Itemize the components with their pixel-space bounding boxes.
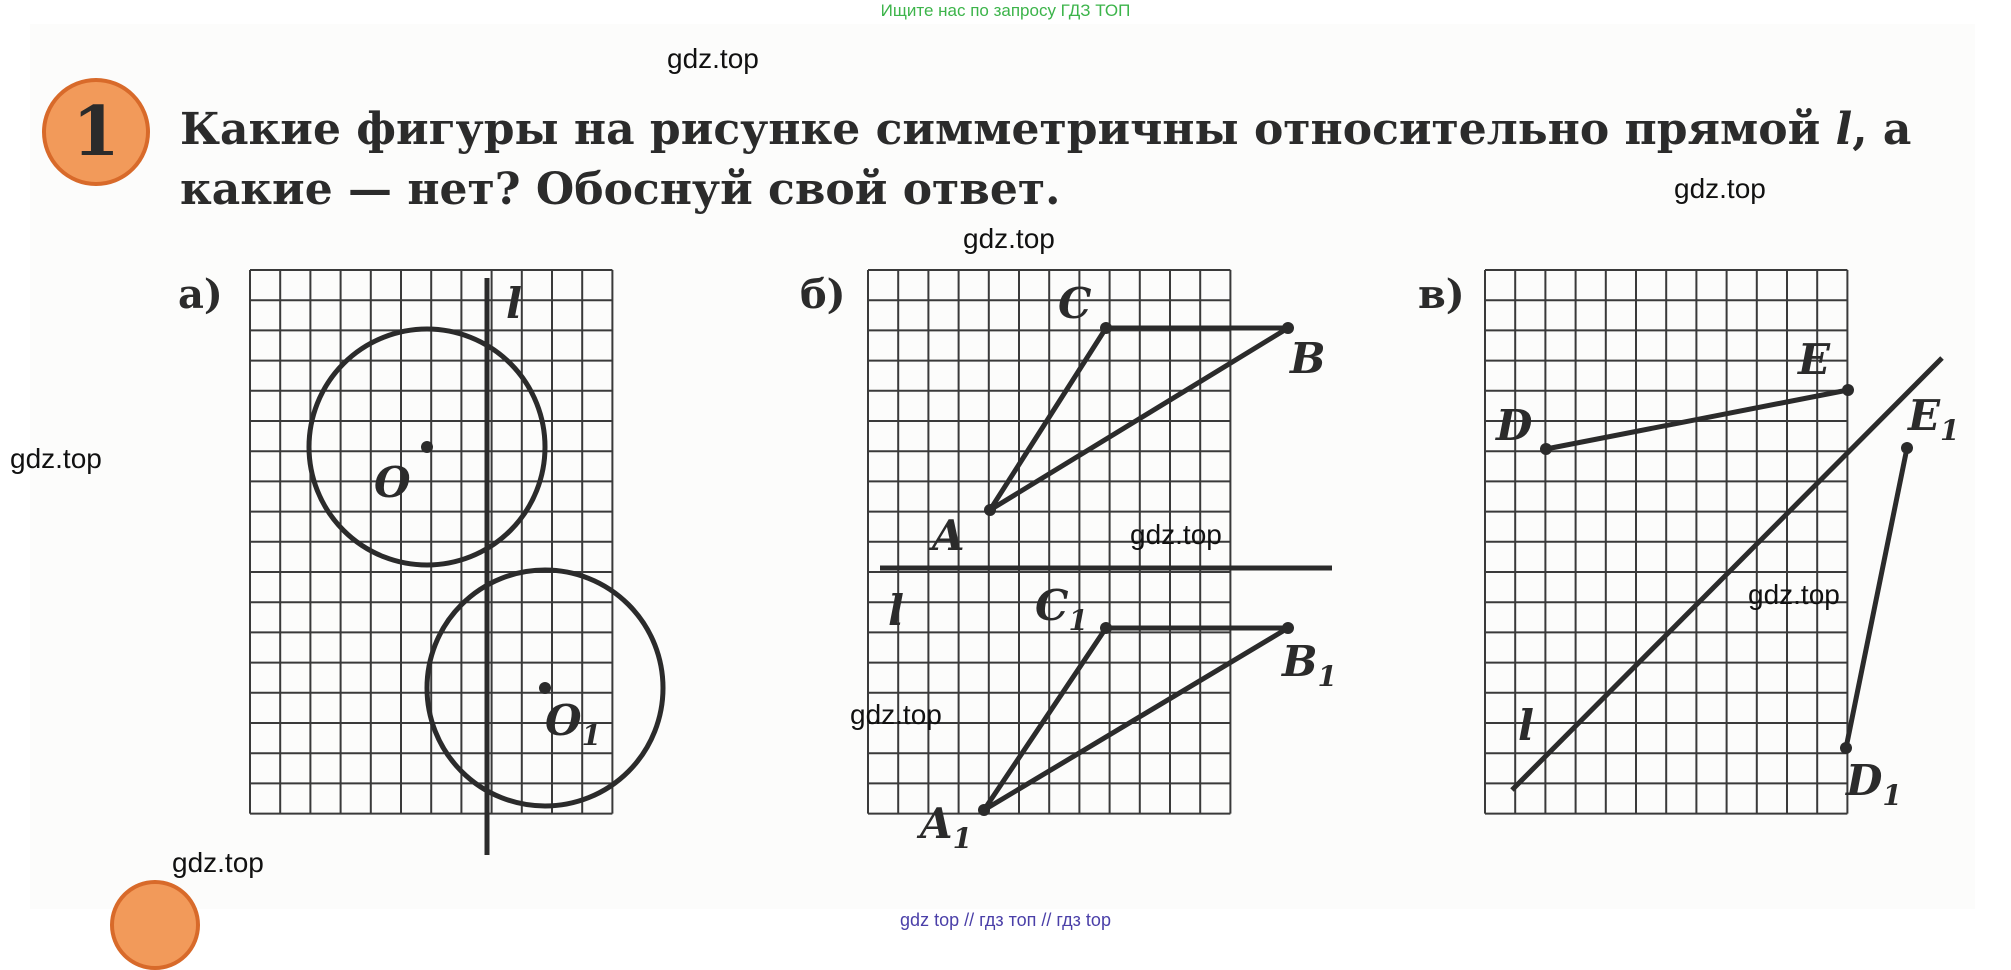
point-a1: [978, 804, 990, 816]
label-c: C: [1058, 279, 1092, 328]
panel-c-line-label: l: [1518, 701, 1534, 750]
panel-c-label: в): [1418, 271, 1465, 318]
label-d: D: [1496, 401, 1533, 450]
point-b: [1282, 322, 1294, 334]
panel-b: [800, 271, 1337, 855]
label-e: E: [1798, 335, 1831, 384]
segment-d1e1: [1846, 448, 1907, 748]
center-o-point: [421, 441, 433, 453]
question-line-name: l: [1835, 104, 1853, 155]
point-c1: [1100, 622, 1112, 634]
top-banner: Ищите нас по запросу ГДЗ ТОП: [880, 1, 1131, 20]
panel-a-label: а): [178, 271, 223, 318]
label-b1: $B_1$: [1282, 637, 1337, 693]
point-e1: [1901, 442, 1913, 454]
watermark: gdz.top: [963, 223, 1055, 254]
label-d1: $D_1$: [1846, 756, 1902, 812]
panel-b-label: б): [800, 271, 846, 318]
panel-a-line-label: l: [506, 279, 522, 328]
watermark: gdz.top: [667, 43, 759, 74]
grid-c: [1485, 270, 1847, 814]
label-a: A: [932, 511, 965, 560]
label-a1: $A_1$: [920, 799, 973, 855]
point-d1: [1840, 742, 1852, 754]
task-number: 1: [72, 92, 120, 172]
watermark: gdz.top: [10, 443, 102, 474]
label-e1: $E_1$: [1908, 391, 1960, 447]
watermark: gdz.top: [1674, 173, 1766, 204]
bottom-banner: gdz top // гдз топ // гдз top: [900, 910, 1111, 930]
label-c1: $C_1$: [1035, 581, 1088, 637]
center-o1-label: $O_1$: [545, 696, 602, 752]
center-o1-point: [539, 682, 551, 694]
point-b1: [1282, 622, 1294, 634]
center-o-label: O: [374, 458, 411, 507]
point-c: [1100, 322, 1112, 334]
question-text-start: Какие фигуры на рисунке симметричны относительно прямой: [180, 104, 1836, 155]
point-e: [1842, 384, 1854, 396]
panel-b-line-label: l: [888, 586, 904, 635]
point-d: [1540, 443, 1552, 455]
watermark: gdz.top: [1130, 519, 1222, 550]
watermark: gdz.top: [850, 699, 942, 730]
watermark: gdz.top: [172, 847, 264, 878]
watermark: gdz.top: [1748, 579, 1840, 610]
grid-layer: [250, 270, 1847, 814]
label-b: B: [1290, 334, 1326, 383]
question-text-end: , а какие — нет? Обоснуй свой ответ.: [180, 104, 1912, 215]
point-a: [984, 504, 996, 516]
